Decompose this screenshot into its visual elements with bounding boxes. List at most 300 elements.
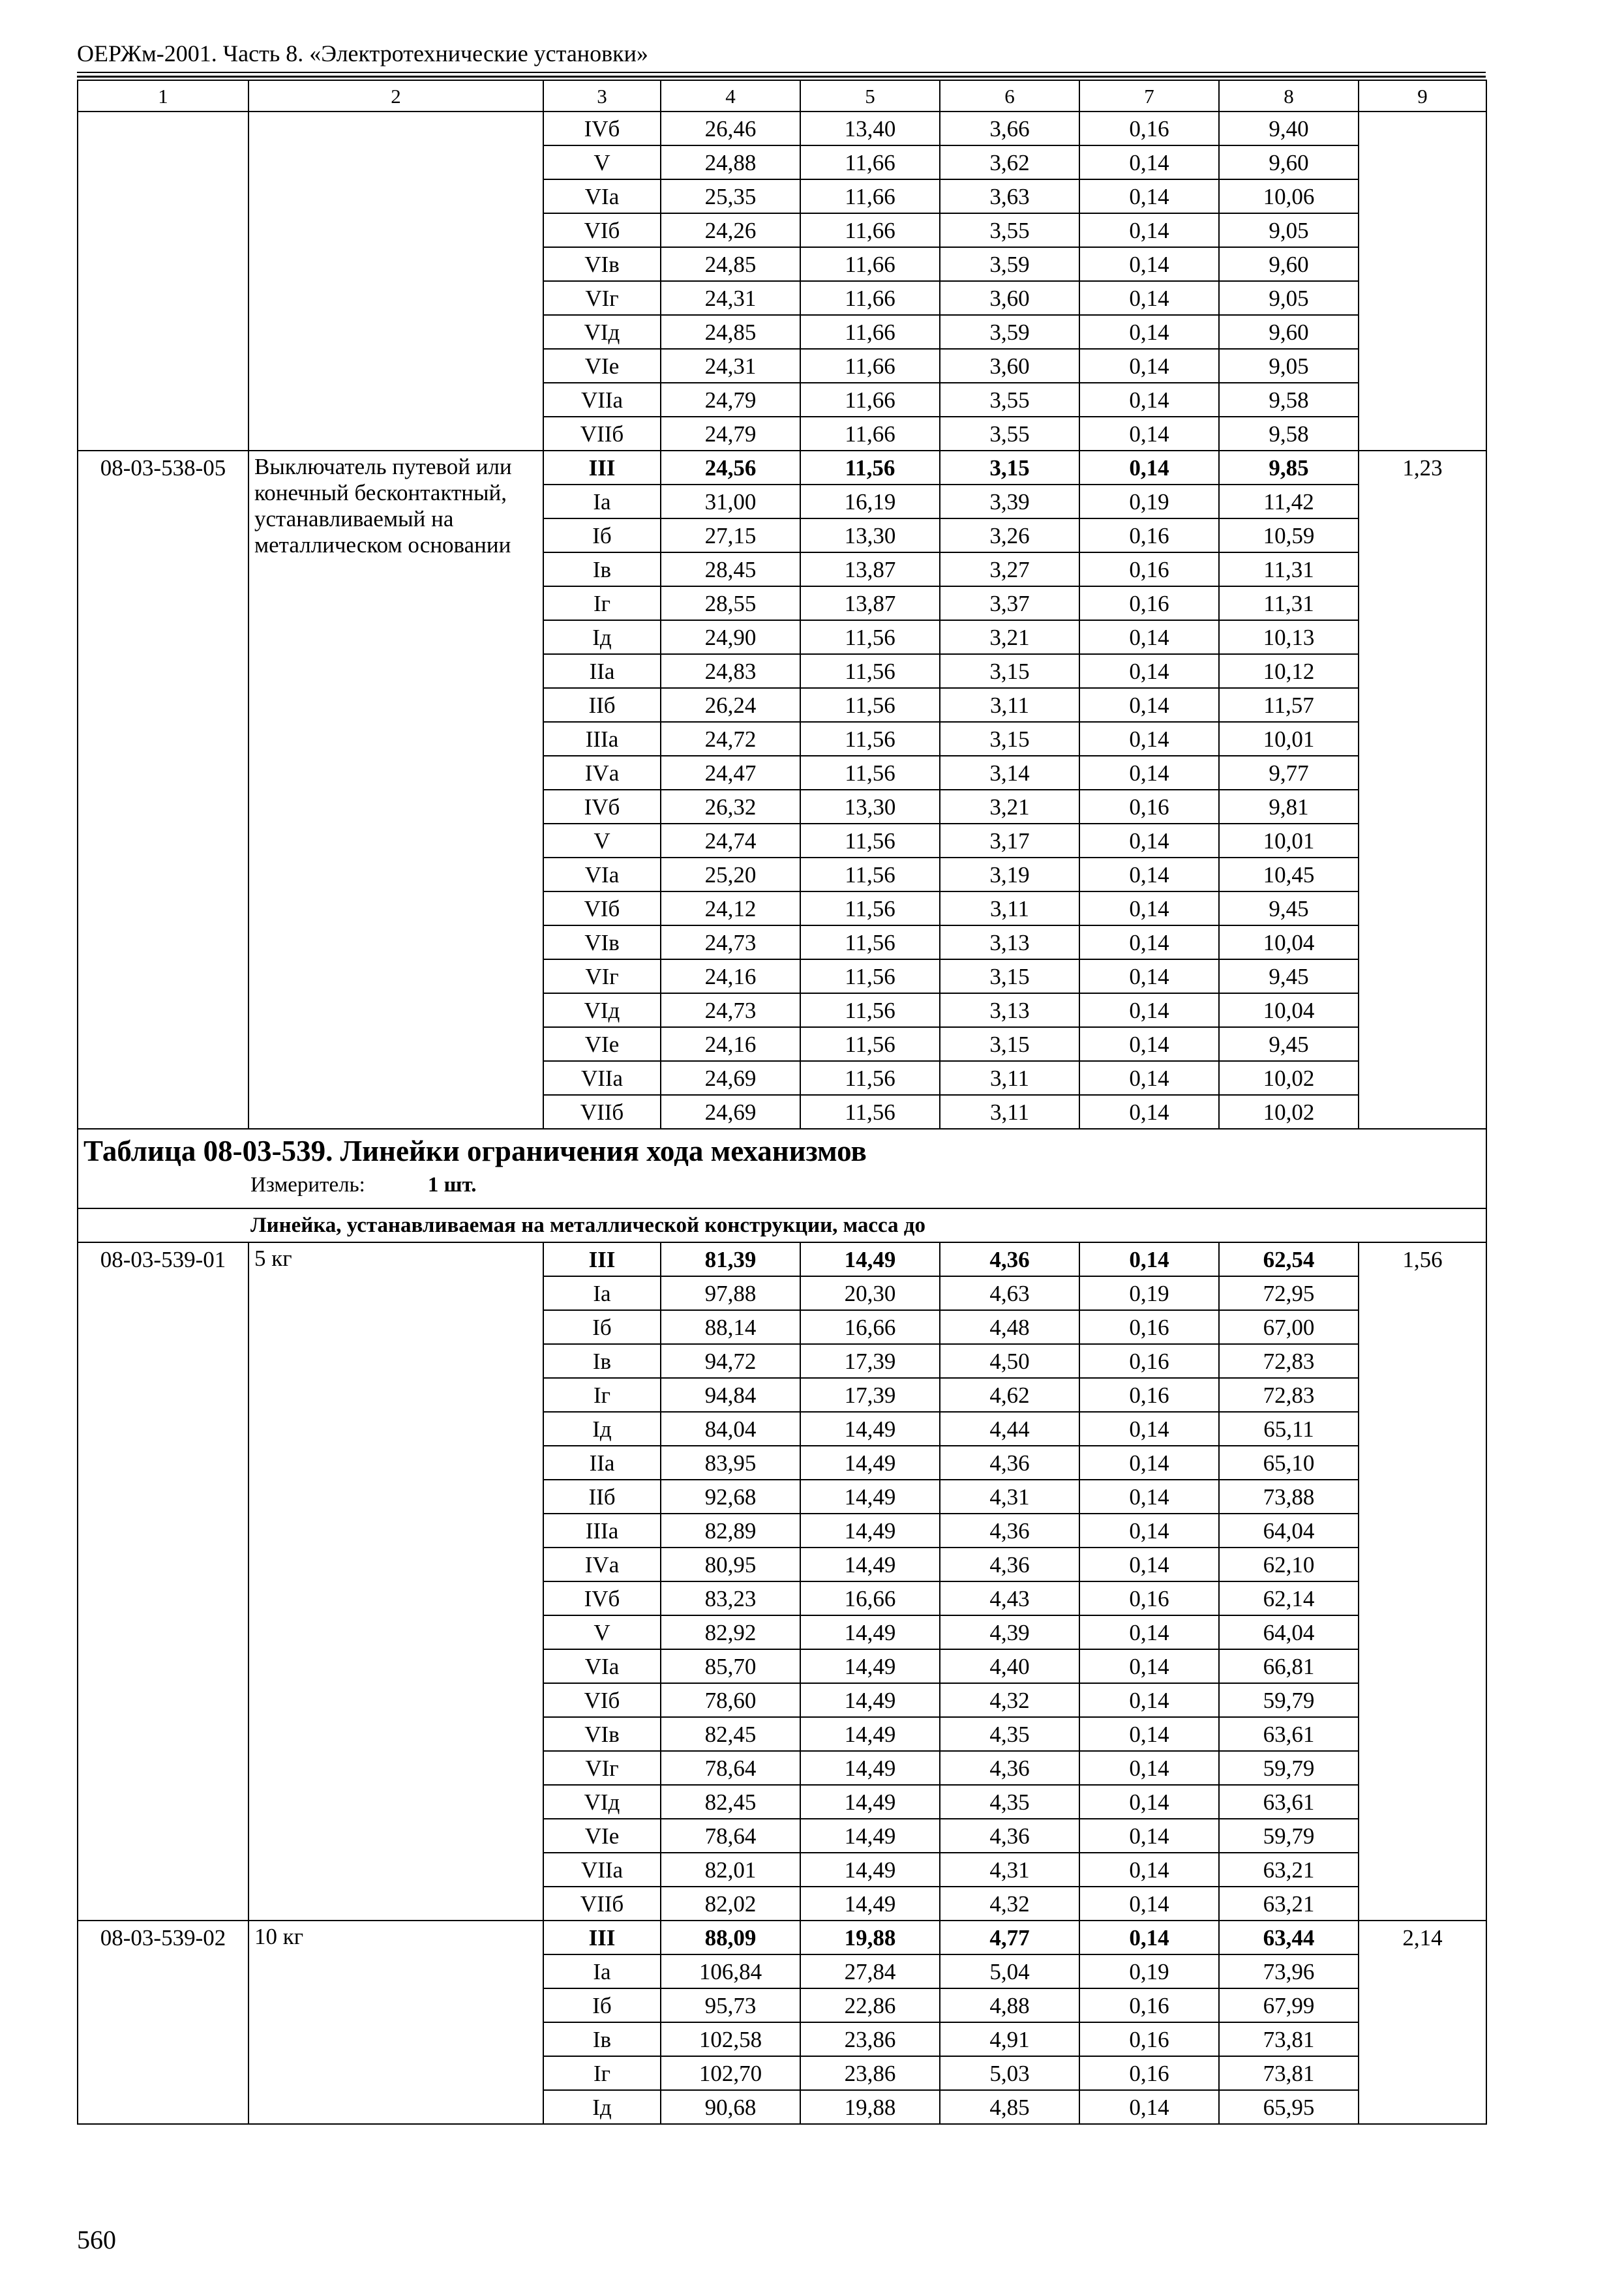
- driver-wage-cell: 0,14: [1079, 1683, 1219, 1717]
- materials-cost-cell: 10,01: [1219, 722, 1359, 756]
- driver-wage-cell: 0,14: [1079, 620, 1219, 654]
- machine-cost-cell: 5,04: [940, 1954, 1079, 1988]
- materials-cost-cell: 63,21: [1219, 1853, 1359, 1887]
- wage-cell: 14,49: [800, 1514, 940, 1548]
- subheader-row: [78, 1208, 1486, 1242]
- zone-cell: VIб: [543, 891, 661, 925]
- driver-wage-cell: 0,14: [1079, 145, 1219, 179]
- driver-wage-cell: 0,14: [1079, 213, 1219, 247]
- machine-cost-cell: 3,37: [940, 586, 1079, 620]
- zone-cell: Iб: [543, 1988, 661, 2022]
- driver-wage-cell: 0,14: [1079, 1717, 1219, 1751]
- wage-cell: 14,49: [800, 1649, 940, 1683]
- machine-cost-cell: 3,15: [940, 959, 1079, 993]
- total-cost-cell: 83,23: [661, 1581, 800, 1615]
- materials-cost-cell: 67,99: [1219, 1988, 1359, 2022]
- column-number-row: [78, 80, 1486, 112]
- materials-cost-cell: 59,79: [1219, 1751, 1359, 1785]
- materials-cost-cell: 9,60: [1219, 247, 1359, 281]
- wage-cell: 11,56: [800, 688, 940, 722]
- driver-wage-cell: 0,16: [1079, 552, 1219, 586]
- machine-cost-cell: 4,36: [940, 1514, 1079, 1548]
- wage-cell: 14,49: [800, 1615, 940, 1649]
- zone-cell: IVб: [543, 112, 661, 145]
- zone-cell: VIв: [543, 1717, 661, 1751]
- work-name-cell: [248, 112, 543, 451]
- materials-cost-cell: 63,61: [1219, 1717, 1359, 1751]
- machine-cost-cell: 3,11: [940, 891, 1079, 925]
- total-cost-cell: 85,70: [661, 1649, 800, 1683]
- materials-cost-cell: 9,45: [1219, 891, 1359, 925]
- driver-wage-cell: 0,19: [1079, 1954, 1219, 1988]
- total-cost-cell: 31,00: [661, 485, 800, 518]
- wage-cell: 11,56: [800, 620, 940, 654]
- total-cost-cell: 83,95: [661, 1446, 800, 1480]
- table-title-row: [78, 1129, 1486, 1208]
- machine-cost-cell: 4,36: [940, 1446, 1079, 1480]
- total-cost-cell: 28,55: [661, 586, 800, 620]
- materials-cost-cell: 72,95: [1219, 1276, 1359, 1310]
- driver-wage-cell: 0,16: [1079, 2056, 1219, 2090]
- zone-cell: Iд: [543, 620, 661, 654]
- total-cost-cell: 24,16: [661, 1027, 800, 1061]
- driver-wage-cell: 0,14: [1079, 1061, 1219, 1095]
- total-cost-cell: 24,47: [661, 756, 800, 790]
- machine-cost-cell: 3,60: [940, 349, 1079, 383]
- zone-cell: VIб: [543, 213, 661, 247]
- machine-cost-cell: 4,44: [940, 1412, 1079, 1446]
- total-cost-cell: 88,09: [661, 1921, 800, 1954]
- driver-wage-cell: 0,14: [1079, 858, 1219, 891]
- total-cost-cell: 82,01: [661, 1853, 800, 1887]
- driver-wage-cell: 0,14: [1079, 891, 1219, 925]
- zone-cell: Iб: [543, 518, 661, 552]
- table-row: [78, 1242, 1486, 1276]
- measure-label: Измеритель:: [250, 1173, 365, 1197]
- wage-cell: 14,49: [800, 1887, 940, 1921]
- machine-cost-cell: 4,91: [940, 2022, 1079, 2056]
- materials-cost-cell: 10,04: [1219, 993, 1359, 1027]
- machine-cost-cell: 4,31: [940, 1480, 1079, 1514]
- materials-cost-cell: 65,10: [1219, 1446, 1359, 1480]
- machine-cost-cell: 4,36: [940, 1242, 1079, 1276]
- wage-cell: 19,88: [800, 2090, 940, 2124]
- wage-cell: 14,49: [800, 1853, 940, 1887]
- materials-cost-cell: 62,14: [1219, 1581, 1359, 1615]
- materials-cost-cell: 9,05: [1219, 213, 1359, 247]
- driver-wage-cell: 0,14: [1079, 993, 1219, 1027]
- materials-cost-cell: 9,58: [1219, 383, 1359, 417]
- materials-cost-cell: 73,81: [1219, 2022, 1359, 2056]
- total-cost-cell: 24,12: [661, 891, 800, 925]
- coefficient-cell: 1,56: [1359, 1242, 1486, 1921]
- driver-wage-cell: 0,14: [1079, 925, 1219, 959]
- materials-cost-cell: 11,31: [1219, 552, 1359, 586]
- total-cost-cell: 26,46: [661, 112, 800, 145]
- driver-wage-cell: 0,14: [1079, 1514, 1219, 1548]
- column-number: 6: [940, 80, 1079, 112]
- zone-cell: VIа: [543, 179, 661, 213]
- wage-cell: 11,56: [800, 1095, 940, 1129]
- total-cost-cell: 24,72: [661, 722, 800, 756]
- machine-cost-cell: 3,66: [940, 112, 1079, 145]
- total-cost-cell: 80,95: [661, 1548, 800, 1581]
- machine-cost-cell: 4,39: [940, 1615, 1079, 1649]
- machine-cost-cell: 3,14: [940, 756, 1079, 790]
- page-number: 560: [77, 2225, 116, 2254]
- machine-cost-cell: 3,19: [940, 858, 1079, 891]
- machine-cost-cell: 4,48: [940, 1310, 1079, 1344]
- work-name-cell: 10 кг: [248, 1921, 543, 2124]
- zone-cell: Iг: [543, 1378, 661, 1412]
- total-cost-cell: 88,14: [661, 1310, 800, 1344]
- materials-cost-cell: 11,31: [1219, 586, 1359, 620]
- norms-table: [77, 80, 1487, 2125]
- wage-cell: 11,56: [800, 891, 940, 925]
- machine-cost-cell: 3,11: [940, 1061, 1079, 1095]
- driver-wage-cell: 0,16: [1079, 112, 1219, 145]
- driver-wage-cell: 0,14: [1079, 722, 1219, 756]
- materials-cost-cell: 9,77: [1219, 756, 1359, 790]
- wage-cell: 16,66: [800, 1310, 940, 1344]
- driver-wage-cell: 0,14: [1079, 1615, 1219, 1649]
- zone-cell: Iв: [543, 2022, 661, 2056]
- machine-cost-cell: 5,03: [940, 2056, 1079, 2090]
- driver-wage-cell: 0,14: [1079, 824, 1219, 858]
- materials-cost-cell: 9,45: [1219, 1027, 1359, 1061]
- driver-wage-cell: 0,14: [1079, 2090, 1219, 2124]
- machine-cost-cell: 4,77: [940, 1921, 1079, 1954]
- coefficient-cell: 1,23: [1359, 451, 1486, 1129]
- column-number: 1: [78, 80, 248, 112]
- materials-cost-cell: 9,40: [1219, 112, 1359, 145]
- work-name-cell: Выключатель путевой или конечный бесконтактный, устанавливаемый на металлическом основании: [248, 451, 543, 1129]
- wage-cell: 11,56: [800, 654, 940, 688]
- total-cost-cell: 26,24: [661, 688, 800, 722]
- zone-cell: III: [543, 451, 661, 485]
- materials-cost-cell: 10,45: [1219, 858, 1359, 891]
- zone-cell: IIб: [543, 688, 661, 722]
- measure-line: [83, 1170, 1486, 1200]
- machine-cost-cell: 3,59: [940, 247, 1079, 281]
- zone-cell: Iг: [543, 2056, 661, 2090]
- driver-wage-cell: 0,14: [1079, 1785, 1219, 1819]
- rate-code-cell: 08-03-539-02: [78, 1921, 248, 2124]
- driver-wage-cell: 0,14: [1079, 1887, 1219, 1921]
- materials-cost-cell: 10,01: [1219, 824, 1359, 858]
- driver-wage-cell: 0,14: [1079, 1819, 1219, 1853]
- machine-cost-cell: 3,27: [940, 552, 1079, 586]
- materials-cost-cell: 10,02: [1219, 1061, 1359, 1095]
- machine-cost-cell: 4,32: [940, 1887, 1079, 1921]
- driver-wage-cell: 0,16: [1079, 790, 1219, 824]
- zone-cell: Iа: [543, 1954, 661, 1988]
- zone-cell: VIд: [543, 993, 661, 1027]
- wage-cell: 14,49: [800, 1819, 940, 1853]
- wage-cell: 11,66: [800, 349, 940, 383]
- wage-cell: 11,56: [800, 451, 940, 485]
- total-cost-cell: 92,68: [661, 1480, 800, 1514]
- total-cost-cell: 24,90: [661, 620, 800, 654]
- machine-cost-cell: 3,15: [940, 654, 1079, 688]
- wage-cell: 11,66: [800, 281, 940, 315]
- wage-cell: 11,56: [800, 1061, 940, 1095]
- wage-cell: 14,49: [800, 1242, 940, 1276]
- zone-cell: V: [543, 824, 661, 858]
- total-cost-cell: 90,68: [661, 2090, 800, 2124]
- machine-cost-cell: 3,55: [940, 383, 1079, 417]
- table-title: Таблица 08-03-539. Линейки ограничения хода механизмов: [83, 1135, 867, 1167]
- driver-wage-cell: 0,16: [1079, 1344, 1219, 1378]
- machine-cost-cell: 4,32: [940, 1683, 1079, 1717]
- machine-cost-cell: 4,36: [940, 1751, 1079, 1785]
- zone-cell: VIг: [543, 1751, 661, 1785]
- materials-cost-cell: 64,04: [1219, 1514, 1359, 1548]
- total-cost-cell: 82,02: [661, 1887, 800, 1921]
- driver-wage-cell: 0,14: [1079, 315, 1219, 349]
- zone-cell: VIIб: [543, 1887, 661, 1921]
- machine-cost-cell: 3,13: [940, 993, 1079, 1027]
- zone-cell: IIб: [543, 1480, 661, 1514]
- driver-wage-cell: 0,16: [1079, 518, 1219, 552]
- materials-cost-cell: 11,42: [1219, 485, 1359, 518]
- total-cost-cell: 24,79: [661, 383, 800, 417]
- wage-cell: 11,56: [800, 858, 940, 891]
- wage-cell: 11,56: [800, 993, 940, 1027]
- total-cost-cell: 102,58: [661, 2022, 800, 2056]
- materials-cost-cell: 9,05: [1219, 349, 1359, 383]
- total-cost-cell: 24,74: [661, 824, 800, 858]
- driver-wage-cell: 0,16: [1079, 1310, 1219, 1344]
- table-title-cell: [78, 1129, 1486, 1208]
- header-rule-thin: [77, 72, 1486, 73]
- zone-cell: Iа: [543, 1276, 661, 1310]
- driver-wage-cell: 0,19: [1079, 485, 1219, 518]
- page-header: ОЕРЖм-2001. Часть 8. «Электротехнические установки»: [77, 40, 648, 67]
- measure-value: 1 шт.: [427, 1173, 477, 1197]
- zone-cell: IIа: [543, 654, 661, 688]
- driver-wage-cell: 0,14: [1079, 451, 1219, 485]
- machine-cost-cell: 3,26: [940, 518, 1079, 552]
- wage-cell: 17,39: [800, 1344, 940, 1378]
- zone-cell: VIг: [543, 281, 661, 315]
- materials-cost-cell: 65,95: [1219, 2090, 1359, 2124]
- materials-cost-cell: 66,81: [1219, 1649, 1359, 1683]
- zone-cell: VIд: [543, 315, 661, 349]
- machine-cost-cell: 3,15: [940, 722, 1079, 756]
- materials-cost-cell: 10,12: [1219, 654, 1359, 688]
- materials-cost-cell: 67,00: [1219, 1310, 1359, 1344]
- driver-wage-cell: 0,14: [1079, 1921, 1219, 1954]
- driver-wage-cell: 0,14: [1079, 1446, 1219, 1480]
- zone-cell: V: [543, 1615, 661, 1649]
- work-name-cell: 5 кг: [248, 1242, 543, 1921]
- materials-cost-cell: 9,60: [1219, 145, 1359, 179]
- wage-cell: 13,30: [800, 790, 940, 824]
- driver-wage-cell: 0,14: [1079, 959, 1219, 993]
- machine-cost-cell: 4,63: [940, 1276, 1079, 1310]
- zone-cell: Iг: [543, 586, 661, 620]
- driver-wage-cell: 0,14: [1079, 688, 1219, 722]
- total-cost-cell: 24,88: [661, 145, 800, 179]
- zone-cell: VIе: [543, 1819, 661, 1853]
- materials-cost-cell: 59,79: [1219, 1819, 1359, 1853]
- zone-cell: IVб: [543, 1581, 661, 1615]
- machine-cost-cell: 4,43: [940, 1581, 1079, 1615]
- wage-cell: 11,56: [800, 824, 940, 858]
- zone-cell: VIб: [543, 1683, 661, 1717]
- wage-cell: 16,66: [800, 1581, 940, 1615]
- total-cost-cell: 24,31: [661, 281, 800, 315]
- total-cost-cell: 24,83: [661, 654, 800, 688]
- zone-cell: Iв: [543, 552, 661, 586]
- wage-cell: 11,56: [800, 756, 940, 790]
- machine-cost-cell: 3,11: [940, 688, 1079, 722]
- driver-wage-cell: 0,16: [1079, 586, 1219, 620]
- materials-cost-cell: 9,45: [1219, 959, 1359, 993]
- total-cost-cell: 26,32: [661, 790, 800, 824]
- wage-cell: 14,49: [800, 1717, 940, 1751]
- machine-cost-cell: 4,31: [940, 1853, 1079, 1887]
- total-cost-cell: 24,69: [661, 1061, 800, 1095]
- total-cost-cell: 97,88: [661, 1276, 800, 1310]
- machine-cost-cell: 3,59: [940, 315, 1079, 349]
- wage-cell: 23,86: [800, 2022, 940, 2056]
- wage-cell: 16,19: [800, 485, 940, 518]
- coefficient-cell: [1359, 112, 1486, 451]
- driver-wage-cell: 0,14: [1079, 1095, 1219, 1129]
- total-cost-cell: 24,85: [661, 315, 800, 349]
- total-cost-cell: 25,20: [661, 858, 800, 891]
- total-cost-cell: 24,73: [661, 925, 800, 959]
- wage-cell: 11,66: [800, 315, 940, 349]
- total-cost-cell: 24,26: [661, 213, 800, 247]
- total-cost-cell: 28,45: [661, 552, 800, 586]
- machine-cost-cell: 3,15: [940, 451, 1079, 485]
- coefficient-cell: 2,14: [1359, 1921, 1486, 2124]
- machine-cost-cell: 3,11: [940, 1095, 1079, 1129]
- total-cost-cell: 82,89: [661, 1514, 800, 1548]
- materials-cost-cell: 10,04: [1219, 925, 1359, 959]
- materials-cost-cell: 10,59: [1219, 518, 1359, 552]
- wage-cell: 14,49: [800, 1446, 940, 1480]
- driver-wage-cell: 0,14: [1079, 654, 1219, 688]
- zone-cell: III: [543, 1242, 661, 1276]
- machine-cost-cell: 4,40: [940, 1649, 1079, 1683]
- wage-cell: 19,88: [800, 1921, 940, 1954]
- column-number: 5: [800, 80, 940, 112]
- machine-cost-cell: 4,50: [940, 1344, 1079, 1378]
- machine-cost-cell: 3,39: [940, 485, 1079, 518]
- total-cost-cell: 102,70: [661, 2056, 800, 2090]
- total-cost-cell: 82,92: [661, 1615, 800, 1649]
- materials-cost-cell: 73,88: [1219, 1480, 1359, 1514]
- rate-code-cell: 08-03-538-05: [78, 451, 248, 1129]
- materials-cost-cell: 64,04: [1219, 1615, 1359, 1649]
- driver-wage-cell: 0,14: [1079, 1751, 1219, 1785]
- rate-code-cell: [78, 112, 248, 451]
- machine-cost-cell: 4,36: [940, 1548, 1079, 1581]
- machine-cost-cell: 4,62: [940, 1378, 1079, 1412]
- total-cost-cell: 82,45: [661, 1785, 800, 1819]
- wage-cell: 13,87: [800, 586, 940, 620]
- zone-cell: IIа: [543, 1446, 661, 1480]
- wage-cell: 14,49: [800, 1412, 940, 1446]
- driver-wage-cell: 0,16: [1079, 2022, 1219, 2056]
- materials-cost-cell: 59,79: [1219, 1683, 1359, 1717]
- materials-cost-cell: 11,57: [1219, 688, 1359, 722]
- wage-cell: 11,56: [800, 959, 940, 993]
- materials-cost-cell: 73,96: [1219, 1954, 1359, 1988]
- wage-cell: 27,84: [800, 1954, 940, 1988]
- materials-cost-cell: 72,83: [1219, 1378, 1359, 1412]
- wage-cell: 17,39: [800, 1378, 940, 1412]
- zone-cell: IVб: [543, 790, 661, 824]
- machine-cost-cell: 3,15: [940, 1027, 1079, 1061]
- driver-wage-cell: 0,14: [1079, 281, 1219, 315]
- total-cost-cell: 78,64: [661, 1819, 800, 1853]
- driver-wage-cell: 0,14: [1079, 756, 1219, 790]
- wage-cell: 11,56: [800, 925, 940, 959]
- zone-cell: Iд: [543, 2090, 661, 2124]
- zone-cell: VIв: [543, 925, 661, 959]
- wage-cell: 14,49: [800, 1785, 940, 1819]
- wage-cell: 13,40: [800, 112, 940, 145]
- wage-cell: 22,86: [800, 1988, 940, 2022]
- machine-cost-cell: 3,13: [940, 925, 1079, 959]
- zone-cell: VIе: [543, 1027, 661, 1061]
- zone-cell: III: [543, 1921, 661, 1954]
- materials-cost-cell: 10,02: [1219, 1095, 1359, 1129]
- total-cost-cell: 24,69: [661, 1095, 800, 1129]
- zone-cell: Iв: [543, 1344, 661, 1378]
- driver-wage-cell: 0,14: [1079, 1242, 1219, 1276]
- total-cost-cell: 24,79: [661, 417, 800, 451]
- wage-cell: 14,49: [800, 1751, 940, 1785]
- total-cost-cell: 82,45: [661, 1717, 800, 1751]
- total-cost-cell: 78,60: [661, 1683, 800, 1717]
- total-cost-cell: 24,56: [661, 451, 800, 485]
- zone-cell: IIIа: [543, 1514, 661, 1548]
- materials-cost-cell: 9,81: [1219, 790, 1359, 824]
- machine-cost-cell: 3,55: [940, 417, 1079, 451]
- wage-cell: 11,66: [800, 383, 940, 417]
- driver-wage-cell: 0,19: [1079, 1276, 1219, 1310]
- wage-cell: 11,66: [800, 145, 940, 179]
- wage-cell: 11,66: [800, 247, 940, 281]
- header-rule-thick: [77, 76, 1486, 78]
- driver-wage-cell: 0,16: [1079, 1581, 1219, 1615]
- zone-cell: IVа: [543, 1548, 661, 1581]
- total-cost-cell: 24,31: [661, 349, 800, 383]
- wage-cell: 13,30: [800, 518, 940, 552]
- zone-cell: IVа: [543, 756, 661, 790]
- driver-wage-cell: 0,14: [1079, 247, 1219, 281]
- column-number: 9: [1359, 80, 1486, 112]
- zone-cell: VIа: [543, 858, 661, 891]
- total-cost-cell: 106,84: [661, 1954, 800, 1988]
- column-number: 3: [543, 80, 661, 112]
- wage-cell: 23,86: [800, 2056, 940, 2090]
- materials-cost-cell: 65,11: [1219, 1412, 1359, 1446]
- machine-cost-cell: 3,55: [940, 213, 1079, 247]
- zone-cell: VIд: [543, 1785, 661, 1819]
- wage-cell: 14,49: [800, 1548, 940, 1581]
- wage-cell: 20,30: [800, 1276, 940, 1310]
- driver-wage-cell: 0,14: [1079, 1412, 1219, 1446]
- machine-cost-cell: 3,60: [940, 281, 1079, 315]
- wage-cell: 11,66: [800, 417, 940, 451]
